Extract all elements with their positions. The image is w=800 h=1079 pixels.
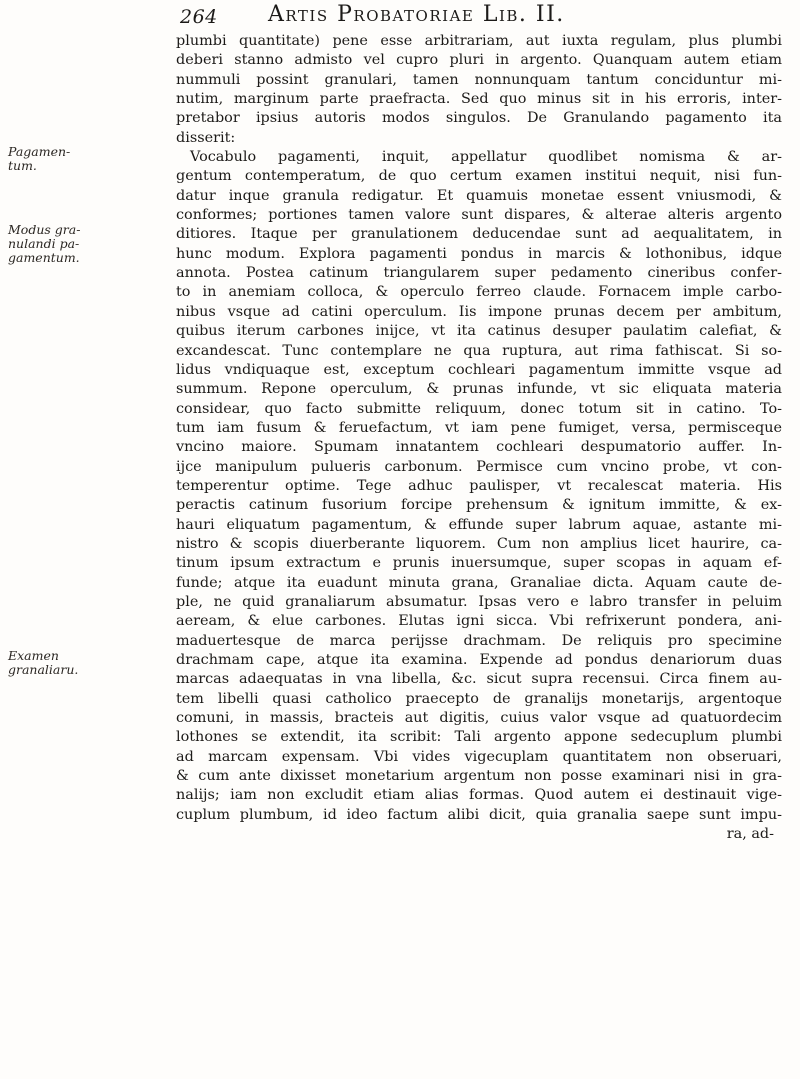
text-line: quibus iterum carbones inijce, vt ita catinus desuper paulatim calefiat, &: [176, 323, 782, 340]
catchword: ra, ad-: [726, 826, 774, 843]
text-line: tem libelli quasi catholico praecepto de granalijs monetarijs, argentoque: [176, 690, 782, 707]
text-line: to in anemiam colloca, & operculo ferreo claude. Fornacem imple carbo-: [176, 284, 782, 301]
running-title: Artis Probatoriae Lib. II.: [268, 2, 565, 27]
margin-note-line: Pagamen-: [8, 144, 71, 159]
body-text: [176, 32, 782, 844]
text-line: nutim, marginum parte praefracta. Sed quo minus sit in his erroris, inter-: [176, 91, 782, 108]
margin-note-line: granaliaru.: [8, 662, 79, 677]
running-head: [180, 2, 740, 30]
text-line: ditiores. Itaque per granulationem deducendae sunt ad aequalitatem, in: [176, 226, 782, 243]
text-line: drachmam cape, atque ita examina. Expende ad pondus denariorum duas: [176, 652, 782, 668]
text-line: funde; atque ita euadunt minuta grana, Granaliae dicta. Aquam caute de-: [176, 574, 782, 591]
text-line: gentum contemperatum, de quo certum examen institui nequit, nisi fun-: [176, 168, 782, 185]
text-line: conformes; portiones tamen valore sunt dispares, & alterae alteris argento: [176, 207, 782, 224]
margin-note-line: nulandi pa-: [8, 236, 80, 251]
text-line: hunc modum. Explora pagamenti pondus in marcis & lothonibus, idque: [176, 245, 782, 262]
text-line: aeream, & elue carbones. Elutas igni sicca. Vbi refrixerunt pondera, ani-: [176, 613, 782, 630]
margin-note-line: Examen: [8, 648, 59, 663]
margin-note-line: tum.: [8, 158, 37, 173]
margin-note-examen-granaliarum: [8, 649, 166, 677]
text-line: temperentur optime. Tege adhuc paulisper, vt recalescat materia. His: [176, 477, 782, 494]
margin-note-line: Modus gra-: [8, 222, 81, 237]
text-line: considear, quo facto submitte reliquum, donec totum sit in catino. To-: [176, 400, 782, 417]
text-line: vncino maiore. Spumam innatantem cochleari despumatorio auffer. In-: [176, 439, 782, 456]
text-line: deberi stanno admisto vel cupro pluri in argento. Quanquam autem etiam: [176, 52, 782, 69]
text-line: pretabor ipsius autoris modos singulos. De Granulando pagamento ita: [176, 110, 782, 127]
text-line: comuni, in massis, bracteis aut digitis, cuius valor vsque ad quatuordecim: [176, 710, 782, 727]
text-line: nummuli possint granulari, tamen nonnunquam tantum conciduntur mi-: [176, 71, 782, 88]
margin-note-line: gamentum.: [8, 250, 80, 265]
text-line: hauri eliquatum pagamentum, & effunde super labrum aquae, astante mi-: [176, 516, 782, 533]
text-line: annota. Postea catinum triangularem super pedamento cineribus confer-: [176, 265, 782, 282]
text-line: ple, ne quid granaliarum absumatur. Ipsas vero e labro transfer in peluim: [176, 593, 782, 610]
text-line: lothones se extendit, ita scribit: Tali argento appone sedecuplum plumbi: [176, 729, 782, 746]
margin-note-modus-granulandi: [8, 223, 166, 265]
text-line: ad marcam expensam. Vbi vides vigecuplam quantitatem non obseruari,: [176, 748, 782, 765]
text-line: lidus vndiquaque est, exceptum cochleari pagamentum immitte vsque ad: [176, 361, 782, 378]
text-line: nibus vsque ad catini operculum. Iis impone prunas decem per ambitum,: [176, 303, 782, 320]
text-line: maduertesque de marca perijsse drachmam. De reliquis pro specimine: [176, 632, 782, 649]
text-line: nalijs; iam non excludit etiam alias formas. Quod autem ei destinauit vige-: [176, 787, 782, 804]
text-line: nistro & scopis diuerberante liquorem. Cum non amplius licet haurire, ca-: [176, 535, 782, 552]
text-line: Vocabulo pagamenti, inquit, appellatur quodlibet nomisma & ar-: [190, 149, 782, 166]
text-line: ijce manipulum pulueris carbonum. Permisce cum vncino probe, vt con-: [176, 458, 782, 475]
text-line: summum. Repone operculum, & prunas infunde, vt sic eliquata materia: [176, 381, 782, 398]
text-line: datur inque granula redigatur. Et quamuis monetae essent vniusmodi, &: [176, 187, 782, 204]
text-line: cuplum plumbum, id ideo factum alibi dicit, quia granalia saepe sunt impu-: [176, 806, 782, 823]
text-line: tum iam fusum & feruefactum, vt iam pene fumiget, versa, permisceque: [176, 419, 782, 436]
page-number: 264: [180, 6, 218, 28]
text-line: tinum ipsum extractum e prunis inuersumque, super scopas in aquam ef-: [176, 555, 782, 572]
text-line: peractis catinum fusorium forcipe prehensum & ignitum immitte, & ex-: [176, 497, 782, 514]
margin-note-pagamentum: [8, 145, 166, 173]
text-line: plumbi quantitate) pene esse arbitrariam, aut iuxta regulam, plus plumbi: [176, 33, 782, 49]
text-line: marcas adaequatas in vna libella, &c. sicut supra recensui. Circa finem au-: [176, 671, 782, 688]
text-line: excandescat. Tunc contemplare ne qua ruptura, aut rima fathiscat. Si so-: [176, 342, 782, 359]
text-line: & cum ante dixisset monetarium argentum non posse examinari nisi in gra-: [176, 768, 782, 785]
text-line: disserit:: [176, 129, 236, 146]
